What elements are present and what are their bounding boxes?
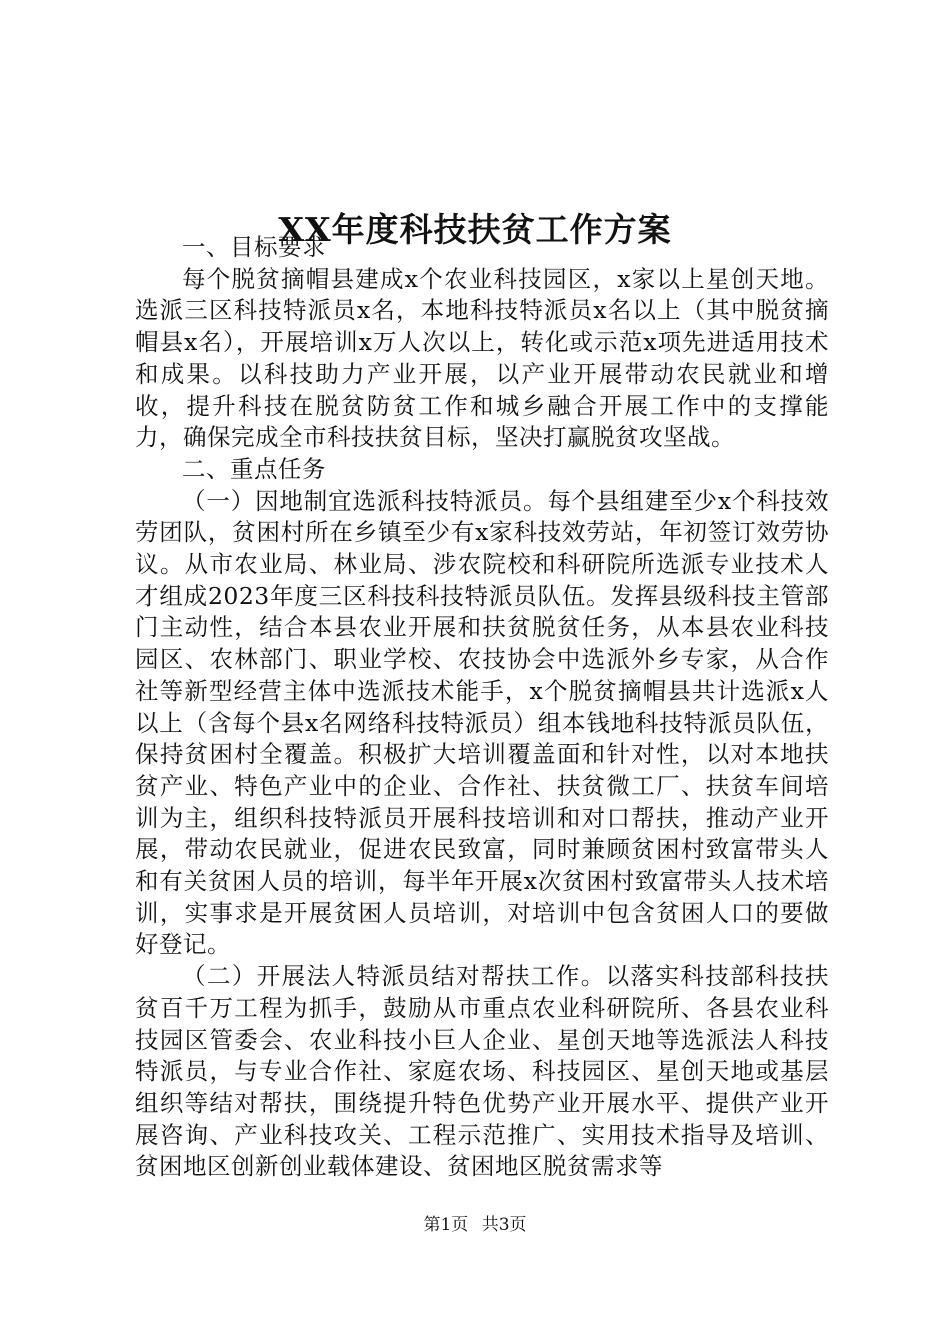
document-body xyxy=(135,232,829,1183)
paragraph-goals: 每个脱贫摘帽县建成x个农业科技园区，x家以上星创天地。选派三区科技特派员x名，本地科技特派员x名以上（其中脱贫摘帽县x名），开展培训x万人次以上，转化或示范x项先进适用技术和成果。以科技助力产业开展，以产业开展带动农民就业和增收，提升科技在脱贫防贫工作和城乡融合开展工作中的支撑能力，确保完成全市科技扶贫目标，坚决打赢脱贫攻坚战。 xyxy=(135,264,829,452)
paragraph-task-2: （二）开展法人特派员结对帮扶工作。以落实科技部科技扶贫百千万工程为抓手，鼓励从市重点农业科研院所、各县农业科技园区管委会、农业科技小巨人企业、星创天地等选派法人科技特派员，与专业合作社、家庭农场、科技园区、星创天地或基层组织等结对帮扶，围绕提升特色优势产业开展水平、提供产业开展咨询、产业科技攻关、工程示范推广、实用技术指导及培训、贫困地区创新创业载体建设、贫困地区脱贫需求等 xyxy=(135,962,829,1181)
paragraph-task-1: （一）因地制宜选派科技特派员。每个县组建至少x个科技效劳团队，贫困村所在乡镇至少有x家科技效劳站，年初签订效劳协议。从市农业局、林业局、涉农院校和科研院所选派专业技术人才组成2023年度三区科技科技特派员队伍。发挥县级科技主管部门主动性，结合本县农业开展和扶贫脱贫任务，从本县农业科技园区、农林部门、职业学校、农技协会中选派外乡专家，从合作社等新型经营主体中选派技术能手，x个脱贫摘帽县共计选派x人以上（含每个县x名网络科技特派员）组本钱地科技特派员队伍，保持贫困村全覆盖。积极扩大培训覆盖面和针对性，以对本地扶贫产业、特色产业中的企业、合作社、扶贫微工厂、扶贫车间培训为主，组织科技特派员开展科技培训和对口帮扶，推动产业开展，带动农民就业，促进农民致富，同时兼顾贫困村致富带头人和有关贫困人员的培训，每半年开展x次贫困村致富带头人技术培训，实事求是开展贫困人员培训，对培训中包含贫困人口的要做好登记。 xyxy=(135,486,829,959)
section-heading-tasks: 二、重点任务 xyxy=(182,454,326,483)
page-number: 第1页 xyxy=(423,1215,469,1235)
page-footer xyxy=(0,1213,950,1237)
section-heading-goals: 一、目标要求 xyxy=(182,233,326,261)
document-title: XX年度科技扶贫工作方案 xyxy=(278,210,672,250)
page-total: 共3页 xyxy=(481,1215,527,1235)
